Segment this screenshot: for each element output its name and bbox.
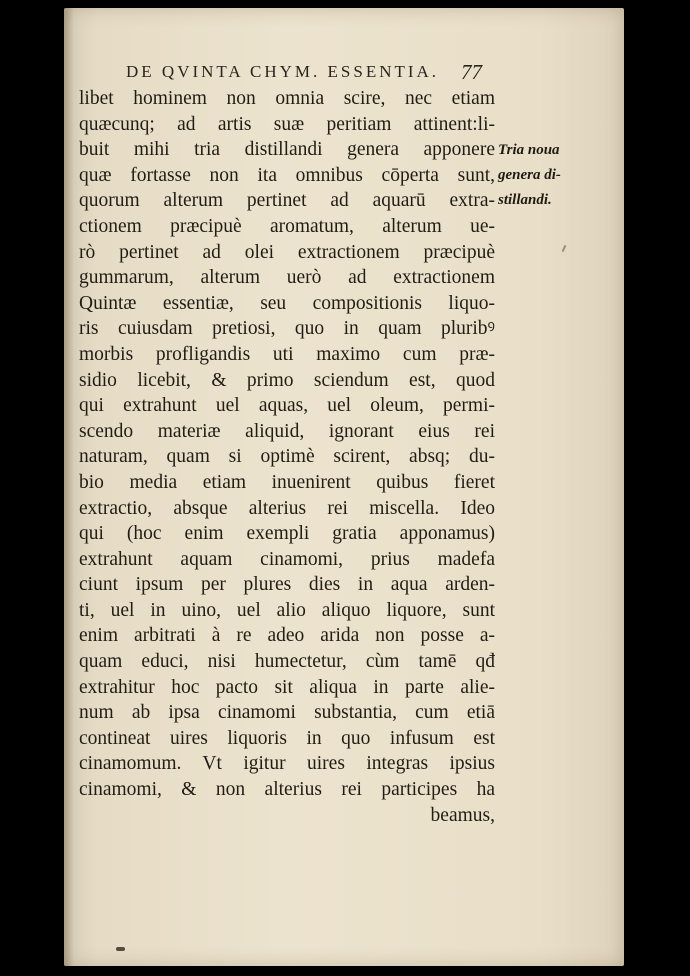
text-line: cinamomi, & non alterius rei participes ha — [79, 779, 495, 801]
text-line: quæ fortasse non ita omnibus cōperta sunt, — [79, 164, 495, 186]
text-line: qui extrahunt uel aquas, uel oleum, permi- — [79, 395, 495, 417]
text-line: enim arbitrati à re adeo arida non posse a- — [79, 625, 495, 647]
margin-note — [498, 138, 561, 213]
ink-speck — [116, 947, 125, 951]
margin-note-line: Tria noua — [498, 142, 560, 158]
text-line: ciunt ipsum per plures dies in aqua arden- — [79, 574, 495, 596]
text-line: extractio, absque alterius rei miscella. Ideo — [79, 497, 495, 519]
text-line: ris cuiusdam pretiosi, quo in quam pluribꝰ — [79, 318, 495, 340]
margin-note-line: stillandi. — [498, 192, 552, 208]
text-line: quæcunq; ad artis suæ peritiam attinent:li- — [79, 113, 495, 135]
catchword: beamus, — [430, 804, 495, 826]
text-line: ti, uel in uino, uel alio aliquo liquore, sunt — [79, 599, 495, 621]
text-line: extrahitur hoc pacto sit aliqua in parte alie- — [79, 676, 495, 698]
text-line: qui (hoc enim exempli gratia apponamus) — [79, 523, 495, 545]
page-number: 77 — [461, 60, 482, 84]
text-line: bio media etiam inuenirent quibus fieret — [79, 471, 495, 493]
text-line: extrahunt aquam cinamomi, prius madefa — [79, 548, 495, 570]
body-text — [79, 86, 495, 828]
text-line: ctionem præcipuè aromatum, alterum ue- — [79, 215, 495, 237]
text-line: morbis profligandis uti maximo cum præ- — [79, 343, 495, 365]
text-line: scendo materiæ aliquid, ignorant eius rei — [79, 420, 495, 442]
text-line: quam educi, nisi humectetur, cùm tamē qđ — [79, 651, 495, 673]
text-line: Quintæ essentiæ, seu compositionis liquo- — [79, 292, 495, 314]
text-line: buit mihi tria distillandi genera apponere — [79, 139, 495, 161]
text-line: rò pertinet ad olei extractionem præcipuè — [79, 241, 495, 263]
margin-note-line: genera di- — [498, 167, 561, 183]
text-line: num ab ipsa cinamomi substantia, cum etiā — [79, 702, 495, 724]
text-line: naturam, quam si optimè scirent, absq; du- — [79, 446, 495, 468]
text-line: contineat uires liquoris in quo infusum est — [79, 727, 495, 749]
text-line: sidio licebit, & primo sciendum est, quod — [79, 369, 495, 391]
text-line: cinamomum. Vt igitur uires integras ipsius — [79, 753, 495, 775]
text-line: gummarum, alterum uerò ad extractionem — [79, 267, 495, 289]
text-line: libet hominem non omnia scire, nec etiam — [79, 88, 495, 109]
text-line: quorum alterum pertinet ad aquarū extra- — [79, 190, 495, 212]
running-head: DE QVINTA CHYM. ESSENTIA. — [126, 62, 440, 81]
